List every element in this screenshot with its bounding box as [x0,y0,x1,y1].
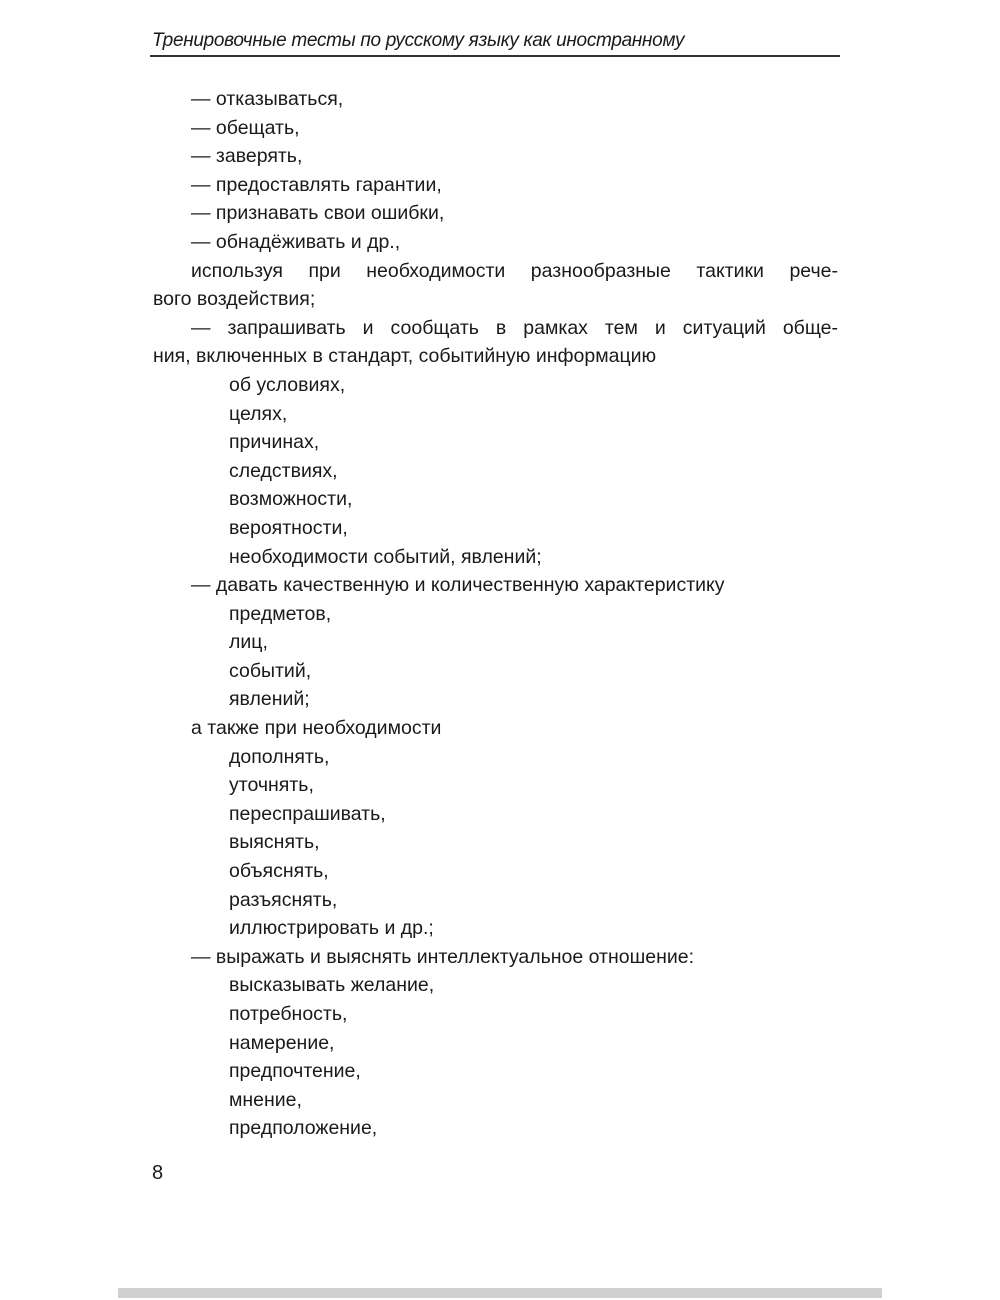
text-line: целях, [229,402,288,425]
text-line: высказывать желание, [229,974,435,997]
text-line: возможности, [229,488,353,511]
text-line: переспрашивать, [229,802,386,825]
text-line: выяснять, [229,831,320,854]
text-line: — выражать и выяснять интеллектуальное отношение: [191,945,695,968]
text-line: предпочтение, [229,1060,361,1083]
text-line: иллюстрировать и др.; [229,917,434,940]
page-number: 8 [152,1162,164,1184]
text-line: — заверять, [191,145,303,168]
text-line: разъяснять, [229,888,338,911]
bottom-scroll-edge [118,1288,882,1298]
text-line: — обнадёживать и др., [191,230,401,253]
text-line: — признавать свои ошибки, [191,202,445,225]
text-line: — обещать, [191,116,300,139]
text-line: — отказываться, [191,88,344,110]
page-body [153,85,838,1143]
text-line: уточнять, [229,774,314,797]
text-line: явлений; [229,688,310,711]
text-line: ния, включенных в стандарт, событийную информацию [153,345,657,368]
text-line: объяснять, [229,860,329,883]
text-line: мнение, [229,1088,302,1111]
text-line: намерение, [229,1031,335,1054]
text-line: необходимости событий, явлений; [229,545,542,568]
text-line: причинах, [229,431,320,454]
text-line: — предоставлять гарантии, [191,173,442,196]
running-header: Тренировочные тесты по русскому языку как иностранному [152,30,685,51]
text-line: используя при необходимости разнообразные тактики рече- [191,259,838,282]
text-line: лиц, [229,631,268,654]
text-line: — давать качественную и количественную характеристику [191,574,725,597]
text-line: предметов, [229,602,332,625]
text-line: событий, [229,659,312,682]
text-line: — запрашивать и сообщать в рамках тем и ситуаций обще- [191,316,838,339]
text-line: вероятности, [229,516,348,539]
text-line: следствиях, [229,459,338,482]
text-line: об условиях, [229,373,346,396]
text-line: потребность, [229,1003,348,1025]
text-line: предположение, [229,1117,378,1140]
header-rule [150,55,840,57]
text-line: дополнять, [229,745,330,768]
text-line: вого воздействия; [153,288,316,311]
text-line: а также при необходимости [191,717,442,740]
